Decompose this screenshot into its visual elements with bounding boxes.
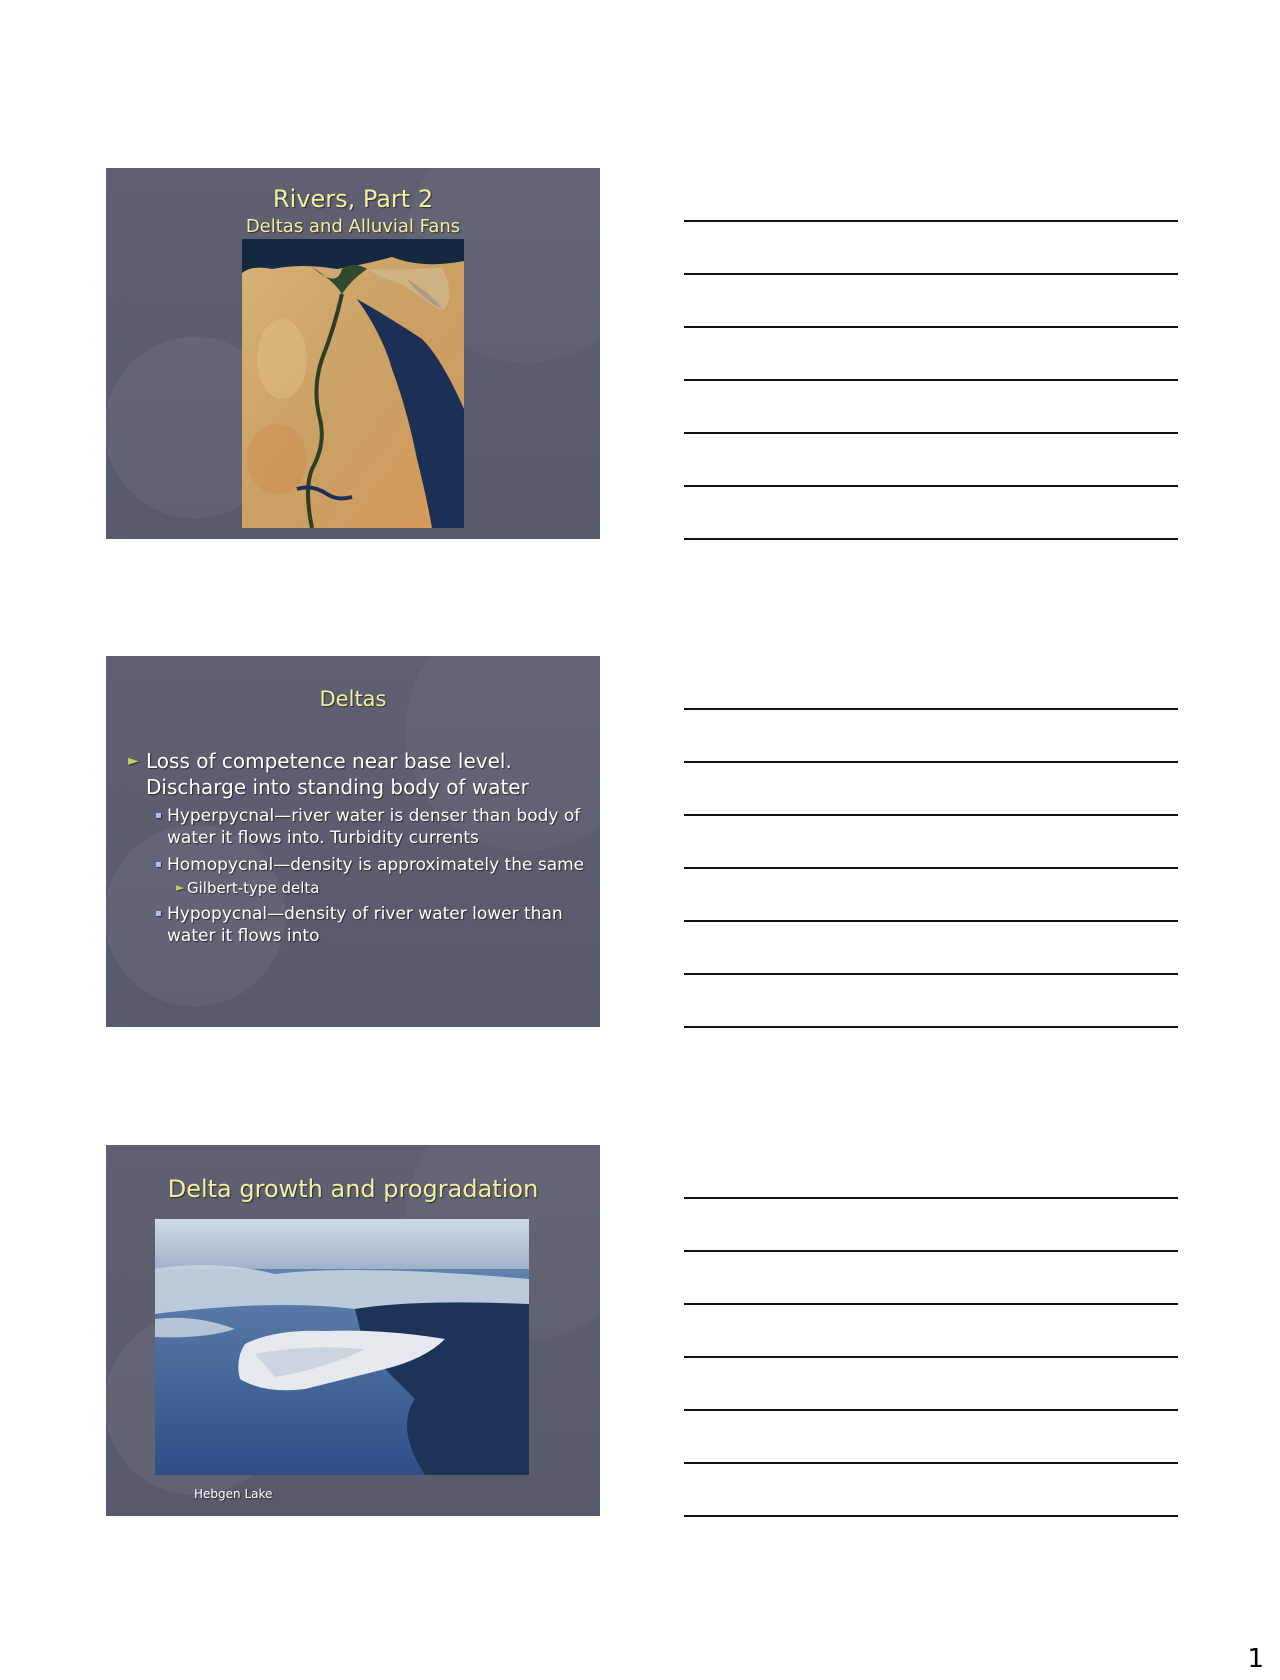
note-line (684, 1026, 1178, 1028)
slide-title: Delta growth and progradation (167, 1175, 539, 1203)
bullet-list (128, 748, 588, 947)
note-line (684, 538, 1178, 540)
note-line (684, 485, 1178, 487)
note-line (684, 1515, 1178, 1517)
lake-aerial-image (155, 1219, 529, 1475)
note-line (684, 920, 1178, 922)
note-line (684, 432, 1178, 434)
triangle-bullet-icon: ► (128, 753, 139, 769)
square-bullet-icon: ▪ (155, 859, 162, 870)
bullet-text: Gilbert-type delta (187, 879, 320, 897)
slide-2 (106, 656, 600, 1027)
triangle-bullet-icon: ► (176, 881, 185, 894)
bullet-level-2 (128, 854, 588, 876)
note-line (684, 326, 1178, 328)
satellite-image (242, 239, 464, 528)
note-line (684, 1303, 1178, 1305)
note-line (684, 1250, 1178, 1252)
note-line (684, 973, 1178, 975)
bullet-level-2 (128, 805, 588, 849)
bullet-level-3 (128, 878, 588, 898)
note-line (684, 1409, 1178, 1411)
note-line (684, 273, 1178, 275)
note-line (684, 1462, 1178, 1464)
slide-title: Rivers, Part 2 (272, 185, 434, 213)
bullet-level-2 (128, 903, 588, 947)
note-line (684, 379, 1178, 381)
note-line (684, 1356, 1178, 1358)
bullet-text: Hyperpycnal—river water is denser than body of water it flows into. Turbidity currents (167, 806, 581, 848)
bullet-text: Loss of competence near base level. Discharge into standing body of water (146, 749, 529, 799)
slide-subtitle: Deltas and Alluvial Fans (245, 216, 461, 237)
page-number: 1 (1247, 1644, 1264, 1674)
bullet-level-1 (128, 748, 588, 800)
note-line (684, 220, 1178, 222)
bullet-text: Homopycnal—density is approximately the same (167, 855, 585, 875)
image-caption: Hebgen Lake (194, 1487, 273, 1501)
slide-1 (106, 168, 600, 539)
note-line (684, 761, 1178, 763)
square-bullet-icon: ▪ (155, 908, 162, 919)
note-line (684, 708, 1178, 710)
slide-title: Deltas (319, 687, 387, 711)
square-bullet-icon: ▪ (155, 810, 162, 821)
slide-3 (106, 1145, 600, 1516)
note-line (684, 867, 1178, 869)
note-line (684, 1197, 1178, 1199)
note-line (684, 814, 1178, 816)
bullet-text: Hypopycnal—density of river water lower than water it flows into (167, 904, 563, 946)
